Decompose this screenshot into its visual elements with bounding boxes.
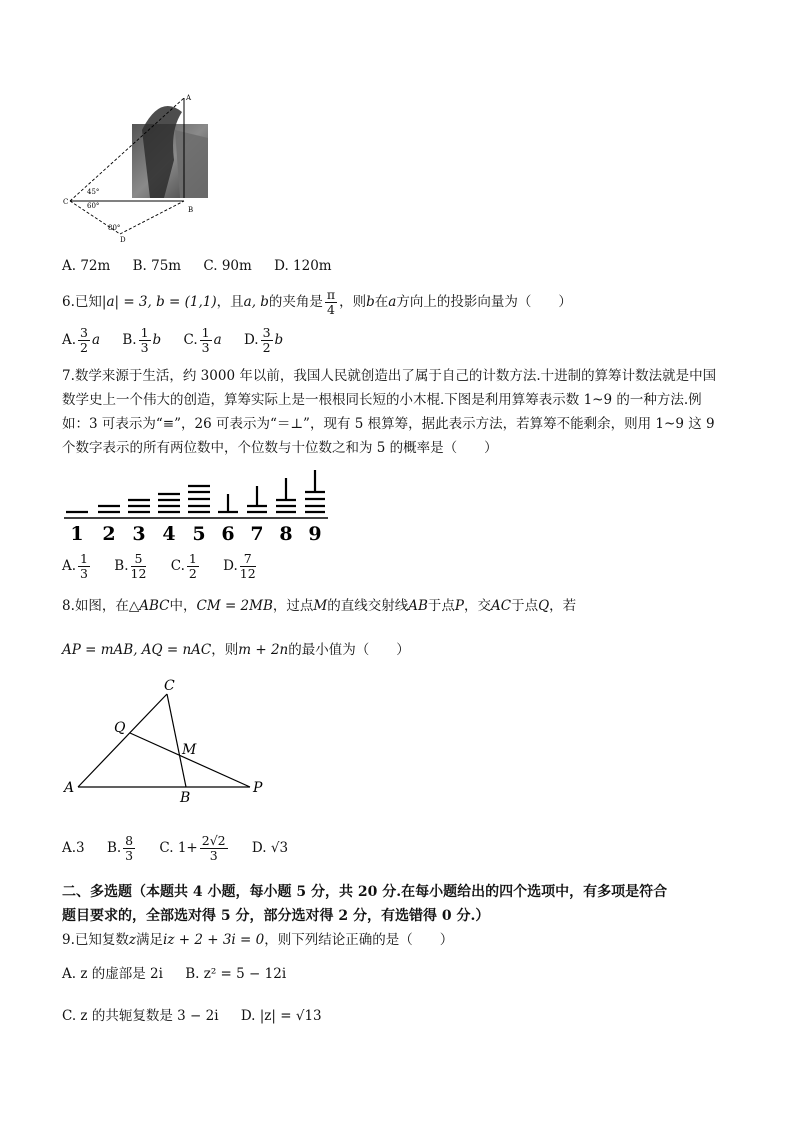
q6-option-d-label: D. — [243, 332, 259, 348]
q8-option-b-frac — [123, 834, 135, 863]
q6-option-c-label: C. — [183, 332, 198, 348]
q7-option-d-num: 7 — [240, 552, 256, 567]
q8-option-a[interactable]: A.3 — [62, 840, 85, 856]
q5-angle-80: 80° — [108, 224, 121, 232]
q9-options-row-1 — [62, 964, 304, 984]
q9-option-d[interactable]: D. |z| = √13 — [240, 1008, 322, 1024]
q6-stem-a: 6.已知 — [62, 294, 102, 310]
q9-stem — [62, 930, 453, 950]
q8-l1-P: P — [454, 598, 464, 614]
q5-label-C: C — [63, 198, 69, 206]
q6-option-b-num: 1 — [140, 325, 149, 340]
q6-option-c-den: 3 — [201, 340, 210, 355]
q5-label-A: A — [186, 94, 192, 102]
q6-frac-num: π — [326, 287, 336, 302]
q7-option-b-num: 5 — [131, 552, 147, 567]
q6-option-c-frac — [200, 326, 212, 355]
digit-7: 7 — [250, 523, 264, 544]
q6-option-d[interactable] — [244, 322, 283, 358]
q6-stem-f: 方向上的投影向量为（ ） — [396, 294, 572, 310]
q8-l1-eq: CM = 2MB — [196, 598, 273, 614]
q5-angle-45: 45° — [87, 188, 100, 196]
q5-options — [62, 256, 350, 276]
q8-l2-expr: m + 2n — [238, 642, 289, 658]
q9-stem-c: ，则下列结论正确的是（ ） — [264, 932, 454, 948]
q8-l1-c: ，过点 — [272, 598, 314, 614]
q7-option-c-den: 2 — [188, 566, 197, 581]
q8-option-b[interactable] — [107, 828, 137, 868]
digit-8: 8 — [279, 523, 293, 544]
q8-l1-M: M — [313, 598, 328, 614]
q6-stem — [62, 288, 572, 317]
q8-l2-a: ，则 — [211, 642, 239, 658]
q6-option-a[interactable] — [62, 322, 100, 358]
q6-stem-d: ，则 — [339, 294, 367, 310]
q9-equation: iz + 2 + 3i = 0 — [163, 932, 265, 948]
q6-option-a-vec: a — [92, 332, 101, 348]
q5-option-b[interactable]: B. 75m — [132, 258, 182, 274]
q7-option-a-label: A. — [62, 558, 77, 574]
q9-option-a[interactable]: A. z 的虚部是 2i — [62, 966, 163, 982]
q8-option-b-num: 8 — [125, 833, 134, 848]
q8-l1-a: 8.如图，在△ — [62, 598, 140, 614]
q6-option-b-vec: b — [152, 332, 162, 348]
q6-option-d-frac — [261, 326, 273, 355]
q8-line-2 — [62, 640, 410, 660]
q6-angle-fraction — [325, 288, 337, 317]
q8-label-A: A — [64, 780, 75, 796]
digit-1: 1 — [70, 523, 84, 544]
q9-stem-a: 9.已知复数 — [62, 932, 129, 948]
q7-option-a-num: 1 — [80, 551, 88, 566]
rod-2 — [98, 506, 120, 512]
q7-option-c[interactable] — [171, 548, 201, 584]
q6-option-b-label: B. — [122, 332, 137, 348]
q7-option-b[interactable] — [114, 548, 148, 584]
q7-line-2: 数学史上一个伟大的创造，算筹实际上是一根根同长短的小木棍.下图是利用算筹表示数 1~9 的一种方法.例 — [62, 392, 702, 408]
q8-triangle-figure — [60, 676, 270, 808]
q7-option-d-label: D. — [223, 558, 238, 574]
q9-options-row-2 — [62, 1006, 340, 1026]
q5-option-d[interactable]: D. 120m — [274, 258, 332, 274]
q8-l1-g: 于点 — [511, 598, 539, 614]
q7-option-c-label: C. — [170, 558, 185, 574]
digit-3: 3 — [132, 523, 146, 544]
rod-5 — [188, 486, 210, 512]
q9-stem-b: 满足 — [136, 932, 164, 948]
q5-figure — [60, 90, 230, 250]
q8-option-c-frac — [200, 834, 228, 863]
digit-4: 4 — [162, 523, 176, 544]
digit-5: 5 — [192, 523, 206, 544]
q6-vec-b: b — [366, 294, 375, 310]
q6-cond1: |a| = 3, b = (1,1) — [101, 294, 217, 310]
q8-option-c-label: C. 1+ — [159, 840, 198, 856]
q9-option-c[interactable]: C. z 的共轭复数是 3 − 2i — [62, 1008, 219, 1024]
rod-3 — [128, 500, 150, 512]
q6-option-d-num: 3 — [262, 325, 271, 340]
q5-angle-60: 60° — [87, 202, 100, 210]
q7-line-1: 7.数学来源于生活，约 3000 年以前，我国人民就创造出了属于自己的计数方法.十进制的算筹计数法就是中国 — [62, 368, 717, 384]
rod-8 — [276, 478, 296, 512]
q6-stem-c: 的夹角是 — [268, 294, 323, 310]
rod-7 — [247, 486, 267, 512]
q7-option-a[interactable] — [62, 548, 92, 584]
q8-l1-f: ，交 — [464, 598, 491, 614]
q8-option-b-den: 3 — [125, 848, 134, 863]
q6-option-b-frac — [139, 326, 151, 355]
q8-l2-eq: AP = mAB, AQ = nAC — [62, 642, 212, 658]
q8-label-C: C — [164, 678, 175, 694]
q6-stem-b: ，且 — [216, 294, 244, 310]
rod-4 — [158, 494, 180, 512]
q6-option-a-den: 2 — [80, 340, 88, 355]
q8-option-c-num: 2√2 — [201, 833, 226, 848]
q8-l1-d: 的直线交射线 — [327, 598, 409, 614]
q8-l1-AB: AB — [408, 598, 428, 614]
q8-l1-h: ，若 — [549, 598, 577, 614]
q6-frac-den: 4 — [327, 302, 335, 317]
digit-9: 9 — [308, 523, 322, 544]
q8-l1-AC: AC — [491, 598, 512, 614]
q6-option-c[interactable] — [183, 322, 221, 358]
q8-line-1 — [62, 596, 576, 616]
q7-option-b-frac — [131, 552, 147, 581]
rod-9 — [305, 470, 325, 512]
section-2-title-line-1: 二、多选题（本题共 4 小题，每小题 5 分，共 20 分.在每小题给出的四个选项中，有多项是符合 — [62, 884, 668, 900]
q8-l1-e: 于点 — [427, 598, 455, 614]
q7-option-a-den: 3 — [80, 566, 88, 581]
q7-options — [62, 548, 276, 584]
q6-stem-e: 在 — [374, 294, 389, 310]
q8-label-B: B — [180, 790, 191, 806]
q7-option-b-label: B. — [114, 558, 129, 574]
q7-option-b-den: 12 — [130, 566, 147, 581]
q7-option-d-frac — [240, 552, 256, 581]
q5-label-B: B — [188, 206, 194, 214]
q7-option-a-frac — [78, 552, 90, 581]
q7-line-4: 个数字表示的所有两位数中，个位数与十位数之和为 5 的概率是（ ） — [62, 440, 498, 456]
q6-option-a-frac — [78, 326, 90, 355]
q8-option-c-den: 3 — [209, 848, 218, 863]
q8-option-d-label: D. — [251, 840, 267, 856]
q8-option-d[interactable] — [252, 828, 288, 868]
q7-option-c-num: 1 — [188, 551, 197, 566]
q6-cond2: a, b — [243, 294, 269, 310]
q8-option-d-value: √3 — [270, 840, 289, 856]
q8-l2-b: 的最小值为（ ） — [288, 642, 410, 658]
digit-6: 6 — [221, 523, 235, 544]
q8-label-P: P — [253, 780, 263, 796]
q8-label-Q: Q — [114, 720, 126, 736]
q8-option-b-label: B. — [106, 840, 122, 856]
segment-CB — [167, 694, 186, 787]
segment-AC — [78, 694, 167, 787]
q8-l1-abc: ABC — [139, 598, 170, 614]
q6-option-a-label: A. — [62, 332, 77, 348]
q5-option-c[interactable]: C. 90m — [203, 258, 252, 274]
q8-option-c[interactable] — [159, 828, 229, 868]
q6-option-d-vec: b — [274, 332, 284, 348]
q6-options — [62, 322, 301, 358]
q6-option-c-vec: a — [213, 332, 222, 348]
q6-option-d-den: 2 — [262, 340, 271, 355]
q9-option-b[interactable]: B. z² = 5 − 12i — [185, 966, 287, 982]
rod-6 — [218, 494, 238, 512]
q7-option-d[interactable] — [223, 548, 258, 584]
q8-label-M: M — [182, 742, 197, 758]
q6-option-c-num: 1 — [201, 325, 210, 340]
q7-option-c-frac — [187, 552, 199, 581]
q8-l1-b: 中， — [169, 598, 197, 614]
q7-line-3: 如：3 可表示为“≡”，26 可表示为“＝⊥”，现有 5 根算筹，据此表示方法，若算筹不能剩余，则用 1~9 这 9 — [62, 416, 715, 432]
q9-z: z — [128, 932, 137, 948]
q5-label-D: D — [120, 236, 126, 244]
q6-vec-a: a — [388, 294, 397, 310]
q5-option-a[interactable]: A. 72m — [62, 258, 111, 274]
digit-2: 2 — [102, 523, 116, 544]
section-2-title-line-2: 题目要求的，全部选对得 5 分，部分选对得 2 分，有选错得 0 分.） — [62, 908, 490, 924]
q8-options — [62, 828, 306, 868]
q6-option-a-num: 3 — [80, 325, 88, 340]
q6-option-b[interactable] — [122, 322, 161, 358]
q7-counting-rods-figure — [62, 466, 332, 544]
q6-option-b-den: 3 — [140, 340, 149, 355]
q8-l1-Q: Q — [538, 598, 550, 614]
q7-option-d-den: 12 — [239, 566, 256, 581]
